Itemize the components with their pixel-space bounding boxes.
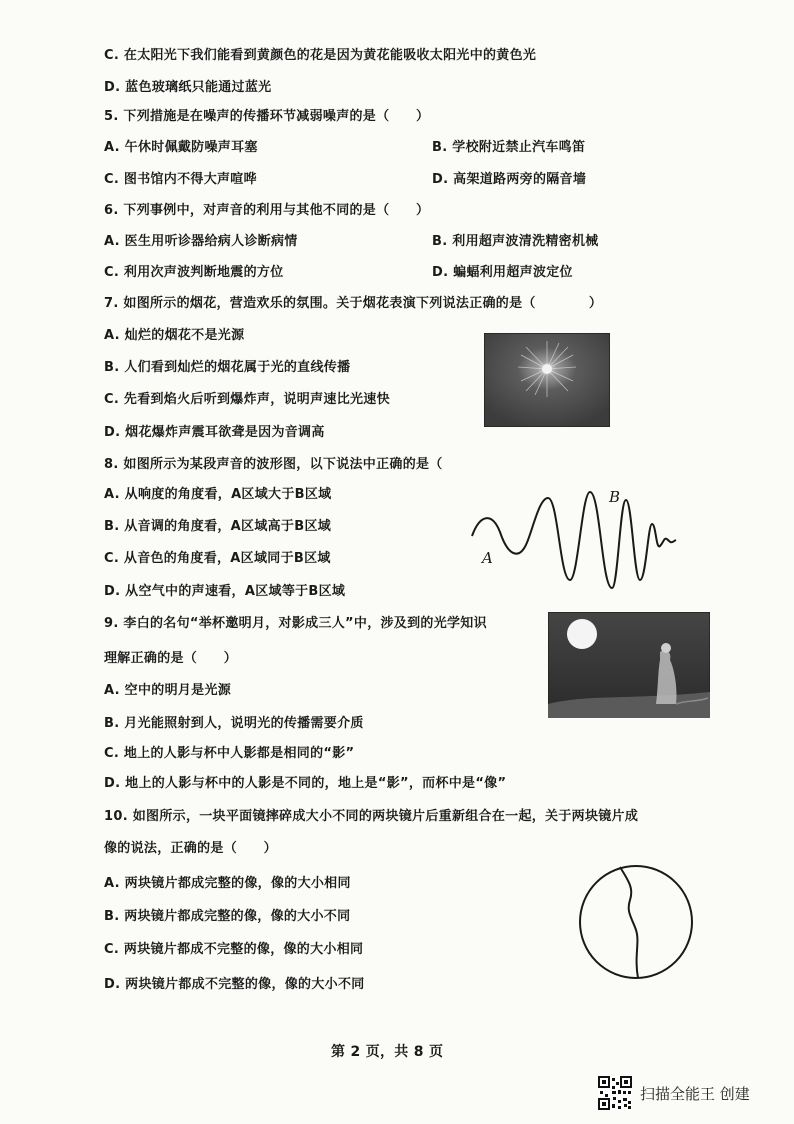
q6-stem: 6. 下列事例中，对声音的利用与其他不同的是（ ）: [104, 203, 430, 218]
q8-option-d: D. 从空气中的声速看，A区域等于B区域: [104, 584, 346, 599]
q5-stem: 5. 下列措施是在噪声的传播环节减弱噪声的是（ ）: [104, 109, 430, 124]
q5-option-a: A. 午休时佩戴防噪声耳塞: [104, 140, 258, 155]
q9-option-c: C. 地上的人影与杯中人影都是相同的“影”: [104, 746, 355, 761]
q5-option-c: C. 图书馆内不得大声喧哗: [104, 172, 257, 187]
q5-option-d: D. 高架道路两旁的隔音墙: [432, 172, 587, 187]
moon-drinking-photo: [548, 612, 710, 718]
q8-option-b: B. 从音调的角度看，A区域高于B区域: [104, 519, 332, 534]
q6-option-c: C. 利用次声波判断地震的方位: [104, 265, 284, 280]
q5-option-b: B. 学校附近禁止汽车鸣笛: [432, 140, 586, 155]
q4-option-c: C. 在太阳光下我们能看到黄颜色的花是因为黄花能吸收太阳光中的黄色光: [104, 48, 537, 63]
q4-option-d: D. 蓝色玻璃纸只能通过蓝光: [104, 80, 272, 95]
q9-stem-line1: 9. 李白的名句“举杯邀明月，对影成三人”中，涉及到的光学知识: [104, 616, 487, 631]
scanner-label: 扫描全能王 创建: [640, 1084, 750, 1103]
wave-region-label-a: A: [482, 549, 493, 567]
q7-option-a: A. 灿烂的烟花不是光源: [104, 328, 245, 343]
q6-option-b: B. 利用超声波清洗精密机械: [432, 234, 599, 249]
sound-waveform-figure: [466, 484, 686, 594]
fireworks-photo: [484, 333, 610, 427]
q10-option-c: C. 两块镜片都成不完整的像，像的大小相同: [104, 942, 364, 957]
q9-option-a: A. 空中的明月是光源: [104, 683, 232, 698]
qr-code-icon: [598, 1076, 632, 1110]
mirror-crack-line: [620, 867, 638, 978]
q9-stem-line2: 理解正确的是（ ）: [104, 651, 238, 666]
wave-region-label-b: B: [609, 488, 621, 506]
q7-option-b: B. 人们看到灿烂的烟花属于光的直线传播: [104, 360, 351, 375]
page-number: 第 2 页，共 8 页: [331, 1044, 444, 1060]
q8-option-a: A. 从响度的角度看，A区域大于B区域: [104, 487, 332, 502]
q6-option-a: A. 医生用听诊器给病人诊断病情: [104, 234, 298, 249]
q10-stem-line2: 像的说法，正确的是（ ）: [104, 841, 277, 856]
q7-stem: 7. 如图所示的烟花，营造欢乐的氛围。关于烟花表演下列说法正确的是（ ）: [104, 296, 603, 311]
q7-option-d: D. 烟花爆炸声震耳欲聋是因为音调高: [104, 425, 325, 440]
q8-stem: 8. 如图所示为某段声音的波形图，以下说法中正确的是（: [104, 457, 443, 472]
q10-option-a: A. 两块镜片都成完整的像，像的大小相同: [104, 876, 351, 891]
q10-option-d: D. 两块镜片都成不完整的像，像的大小不同: [104, 977, 365, 992]
scanner-watermark: [598, 1076, 750, 1110]
q8-option-c: C. 从音色的角度看，A区域同于B区域: [104, 551, 331, 566]
q6-option-d: D. 蝙蝠利用超声波定位: [432, 265, 573, 280]
q9-option-d: D. 地上的人影与杯中的人影是不同的，地上是“影”，而杯中是“像”: [104, 776, 507, 791]
q10-option-b: B. 两块镜片都成完整的像，像的大小不同: [104, 909, 351, 924]
waveform-curve: [472, 492, 676, 588]
q7-option-c: C. 先看到焰火后听到爆炸声，说明声速比光速快: [104, 392, 390, 407]
broken-mirror-figure: [576, 862, 696, 982]
q10-stem-line1: 10. 如图所示，一块平面镜摔碎成大小不同的两块镜片后重新组合在一起，关于两块镜片成: [104, 809, 639, 824]
q9-option-b: B. 月光能照射到人，说明光的传播需要介质: [104, 716, 364, 731]
